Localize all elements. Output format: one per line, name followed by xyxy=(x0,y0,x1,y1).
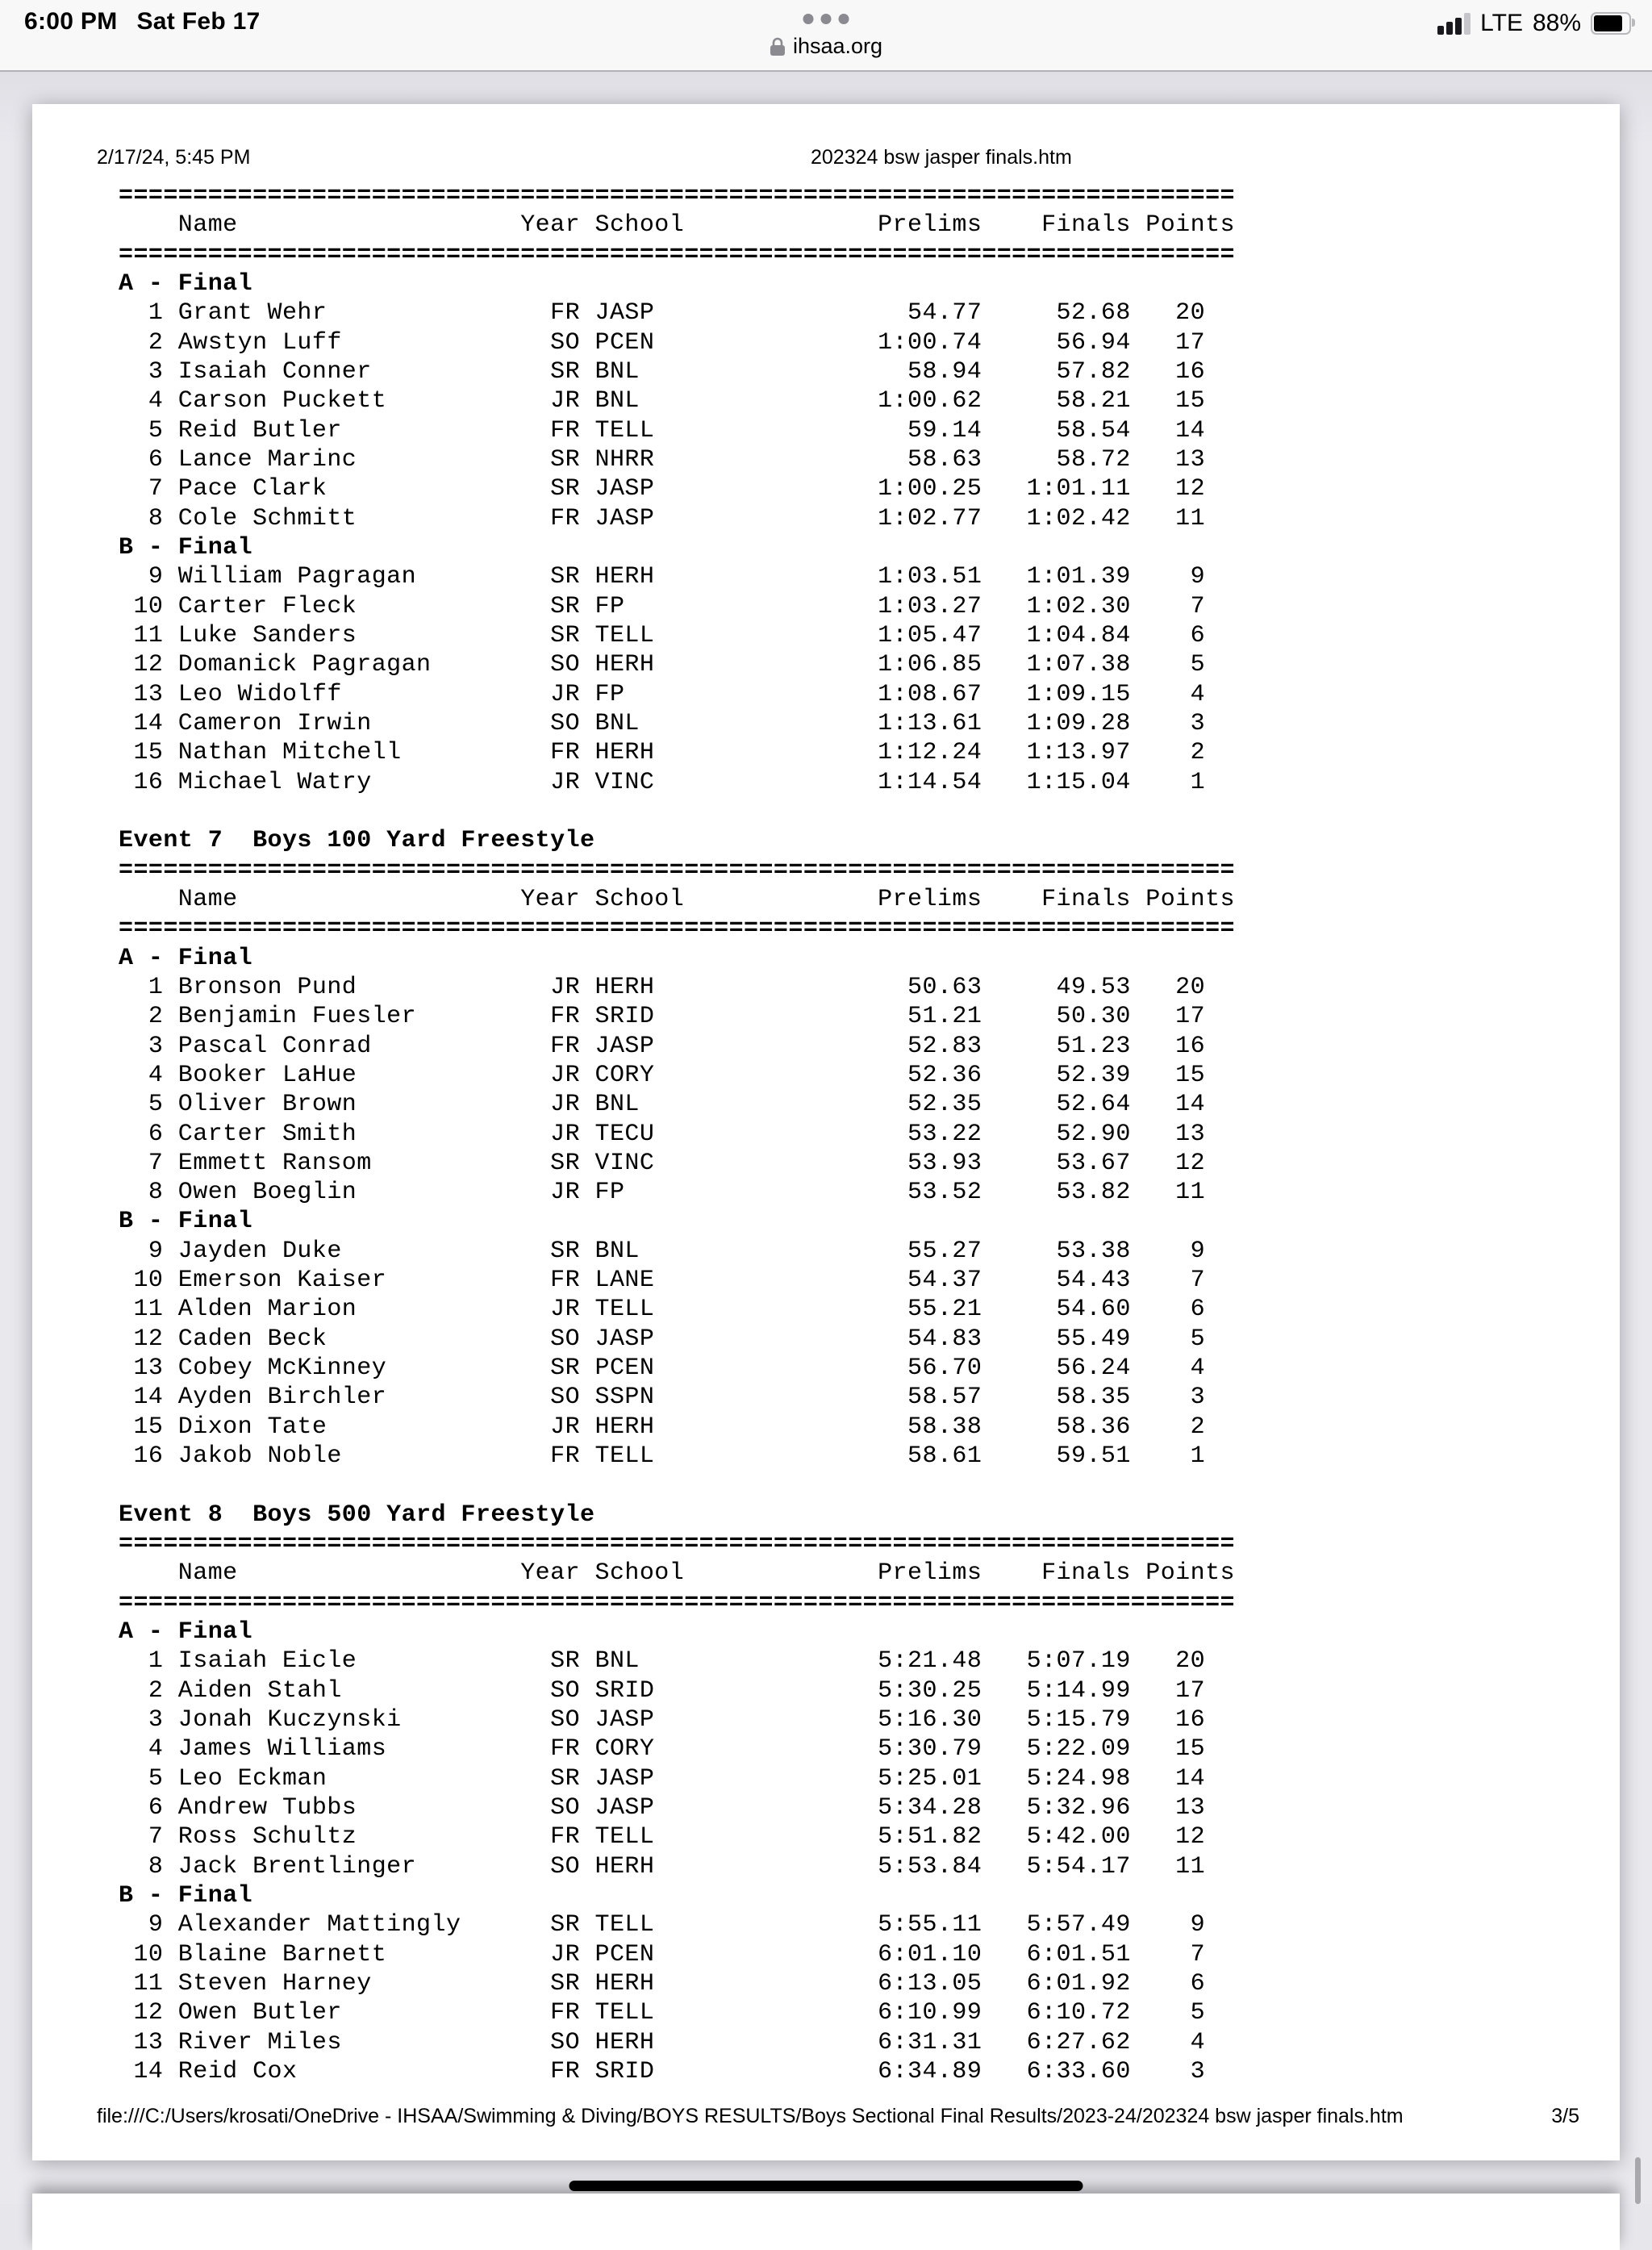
blank-line xyxy=(119,797,1235,826)
print-footer-path: file:///C:/Users/krosati/OneDrive - IHSAA/Swimming & Diving/BOYS RESULTS/Boys Sectional Final Results/2023-24/202324 bsw jasper finals.htm xyxy=(97,2105,1404,2127)
event-title: Event 7 Boys 100 Yard Freestyle xyxy=(119,827,595,855)
result-row: 3 Jonah Kuczynski SO JASP 5:16.30 5:15.79 16 xyxy=(119,1706,1206,1734)
result-row: 11 Luke Sanders SR TELL 1:05.47 1:04.84 6 xyxy=(119,621,1206,649)
lock-icon xyxy=(770,37,786,56)
result-row: 15 Nathan Mitchell FR HERH 1:12.24 1:13.97 2 xyxy=(119,739,1206,767)
status-date: Sat Feb 17 xyxy=(136,8,261,35)
column-header-line: Name Year School Prelims Finals Points xyxy=(119,211,1235,240)
status-bar xyxy=(0,0,1652,72)
result-row: 5 Reid Butler FR TELL 59.14 58.54 14 xyxy=(119,416,1206,445)
result-row: 1 Grant Wehr FR JASP 54.77 52.68 20 xyxy=(119,299,1206,328)
dot-icon xyxy=(839,14,849,24)
ruler-line: =========================================================================== xyxy=(119,182,1235,210)
result-row: 10 Blaine Barnett JR PCEN 6:01.10 6:01.51 7 xyxy=(119,1940,1206,1968)
column-header-line: Name Year School Prelims Finals Points xyxy=(119,885,1235,913)
result-row: 10 Emerson Kaiser FR LANE 54.37 54.43 7 xyxy=(119,1267,1206,1295)
ruler-line: =========================================================================== xyxy=(119,856,1235,884)
result-row: 9 William Pagragan SR HERH 1:03.51 1:01.39 9 xyxy=(119,563,1206,591)
print-header-date: 2/17/24, 5:45 PM xyxy=(97,146,251,169)
result-row: 13 Cobey McKinney SR PCEN 56.70 56.24 4 xyxy=(119,1355,1206,1383)
site-domain: ihsaa.org xyxy=(792,34,883,58)
result-row: 2 Aiden Stahl SO SRID 5:30.25 5:14.99 17 xyxy=(119,1676,1206,1705)
battery-icon xyxy=(1591,12,1631,35)
safari-content-area[interactable] xyxy=(0,72,1652,2204)
dot-icon xyxy=(803,14,814,24)
result-row: 1 Isaiah Eicle SR BNL 5:21.48 5:07.19 20 xyxy=(119,1647,1206,1676)
ruler-line: =========================================================================== xyxy=(119,240,1235,269)
result-row: 3 Isaiah Conner SR BNL 58.94 57.82 16 xyxy=(119,357,1206,386)
carrier-label: LTE xyxy=(1480,10,1523,36)
result-row: 11 Alden Marion JR TELL 55.21 54.60 6 xyxy=(119,1296,1206,1324)
pdf-page-3 xyxy=(32,104,1620,2160)
address-bar[interactable] xyxy=(770,34,882,59)
print-header-title: 202324 bsw jasper finals.htm xyxy=(811,146,1072,169)
status-right-cluster xyxy=(1437,10,1631,37)
result-row: 4 Booker LaHue JR CORY 52.36 52.39 15 xyxy=(119,1061,1206,1089)
result-row: 11 Steven Harney SR HERH 6:13.05 6:01.92 6 xyxy=(119,1970,1206,1998)
result-row: 4 James Williams FR CORY 5:30.79 5:22.09 15 xyxy=(119,1735,1206,1764)
result-row: 1 Bronson Pund JR HERH 50.63 49.53 20 xyxy=(119,973,1206,1001)
pdf-page-4-sliver xyxy=(32,2194,1620,2250)
result-row: 5 Leo Eckman SR JASP 5:25.01 5:24.98 14 xyxy=(119,1764,1206,1793)
result-row: 15 Dixon Tate JR HERH 58.38 58.36 2 xyxy=(119,1413,1206,1441)
result-row: 7 Emmett Ransom SR VINC 53.93 53.67 12 xyxy=(119,1149,1206,1177)
ruler-line: =========================================================================== xyxy=(119,1530,1235,1559)
result-row: 6 Lance Marinc SR NHRR 58.63 58.72 13 xyxy=(119,445,1206,474)
ruler-line: =========================================================================== xyxy=(119,1588,1235,1617)
result-row: 14 Ayden Birchler SO SSPN 58.57 58.35 3 xyxy=(119,1384,1206,1412)
result-row: 9 Jayden Duke SR BNL 55.27 53.38 9 xyxy=(119,1237,1206,1265)
print-footer-page-number: 3/5 xyxy=(1551,2105,1579,2127)
result-row: 13 River Miles SO HERH 6:31.31 6:27.62 4 xyxy=(119,2028,1206,2056)
result-row: 5 Oliver Brown JR BNL 52.35 52.64 14 xyxy=(119,1091,1206,1119)
results-pre xyxy=(119,182,1235,2086)
result-row: 16 Jakob Noble FR TELL 58.61 59.51 1 xyxy=(119,1442,1206,1471)
result-row: 4 Carson Puckett JR BNL 1:00.62 58.21 15 xyxy=(119,387,1206,415)
result-row: 2 Benjamin Fuesler FR SRID 51.21 50.30 17 xyxy=(119,1003,1206,1031)
dot-icon xyxy=(821,14,832,24)
status-time: 6:00 PM xyxy=(24,8,118,35)
result-row: 10 Carter Fleck SR FP 1:03.27 1:02.30 7 xyxy=(119,592,1206,620)
section-label-a-final: A - Final xyxy=(119,944,253,972)
result-row: 8 Cole Schmitt FR JASP 1:02.77 1:02.42 11 xyxy=(119,504,1206,532)
section-label-a-final: A - Final xyxy=(119,1618,253,1647)
result-row: 14 Cameron Irwin SO BNL 1:13.61 1:09.28 3 xyxy=(119,709,1206,737)
battery-percent: 88% xyxy=(1532,10,1581,36)
result-row: 3 Pascal Conrad FR JASP 52.83 51.23 16 xyxy=(119,1032,1206,1060)
cellular-signal-icon xyxy=(1437,13,1471,35)
result-row: 12 Owen Butler FR TELL 6:10.99 6:10.72 5 xyxy=(119,1999,1206,2027)
home-indicator[interactable] xyxy=(569,2181,1083,2191)
blank-line xyxy=(119,1471,1235,1500)
status-time-date xyxy=(24,8,261,35)
result-row: 12 Domanick Pagragan SO HERH 1:06.85 1:07.38 5 xyxy=(119,651,1206,679)
result-row: 7 Pace Clark SR JASP 1:00.25 1:01.11 12 xyxy=(119,475,1206,503)
section-label-b-final: B - Final xyxy=(119,1882,253,1910)
scrollbar[interactable] xyxy=(1635,2157,1641,2204)
result-row: 6 Andrew Tubbs SO JASP 5:34.28 5:32.96 13 xyxy=(119,1794,1206,1822)
result-row: 8 Jack Brentlinger SO HERH 5:53.84 5:54.17 11 xyxy=(119,1852,1206,1881)
section-label-b-final: B - Final xyxy=(119,533,253,561)
print-footer xyxy=(97,2105,1579,2128)
result-row: 9 Alexander Mattingly SR TELL 5:55.11 5:57.49 9 xyxy=(119,1911,1206,1939)
section-label-a-final: A - Final xyxy=(119,269,253,298)
result-row: 6 Carter Smith JR TECU 53.22 52.90 13 xyxy=(119,1120,1206,1148)
result-row: 14 Reid Cox FR SRID 6:34.89 6:33.60 3 xyxy=(119,2058,1206,2085)
result-row: 7 Ross Schultz FR TELL 5:51.82 5:42.00 12 xyxy=(119,1823,1206,1851)
result-row: 16 Michael Watry JR VINC 1:14.54 1:15.04 1 xyxy=(119,768,1206,796)
section-label-b-final: B - Final xyxy=(119,1208,253,1236)
page-menu-button[interactable] xyxy=(803,14,849,24)
event-title: Event 8 Boys 500 Yard Freestyle xyxy=(119,1501,595,1529)
result-row: 2 Awstyn Luff SO PCEN 1:00.74 56.94 17 xyxy=(119,328,1206,357)
ruler-line: =========================================================================== xyxy=(119,915,1235,943)
result-row: 8 Owen Boeglin JR FP 53.52 53.82 11 xyxy=(119,1179,1206,1207)
result-row: 12 Caden Beck SO JASP 54.83 55.49 5 xyxy=(119,1325,1206,1353)
result-row: 13 Leo Widolff JR FP 1:08.67 1:09.15 4 xyxy=(119,680,1206,708)
column-header-line: Name Year School Prelims Finals Points xyxy=(119,1559,1235,1588)
